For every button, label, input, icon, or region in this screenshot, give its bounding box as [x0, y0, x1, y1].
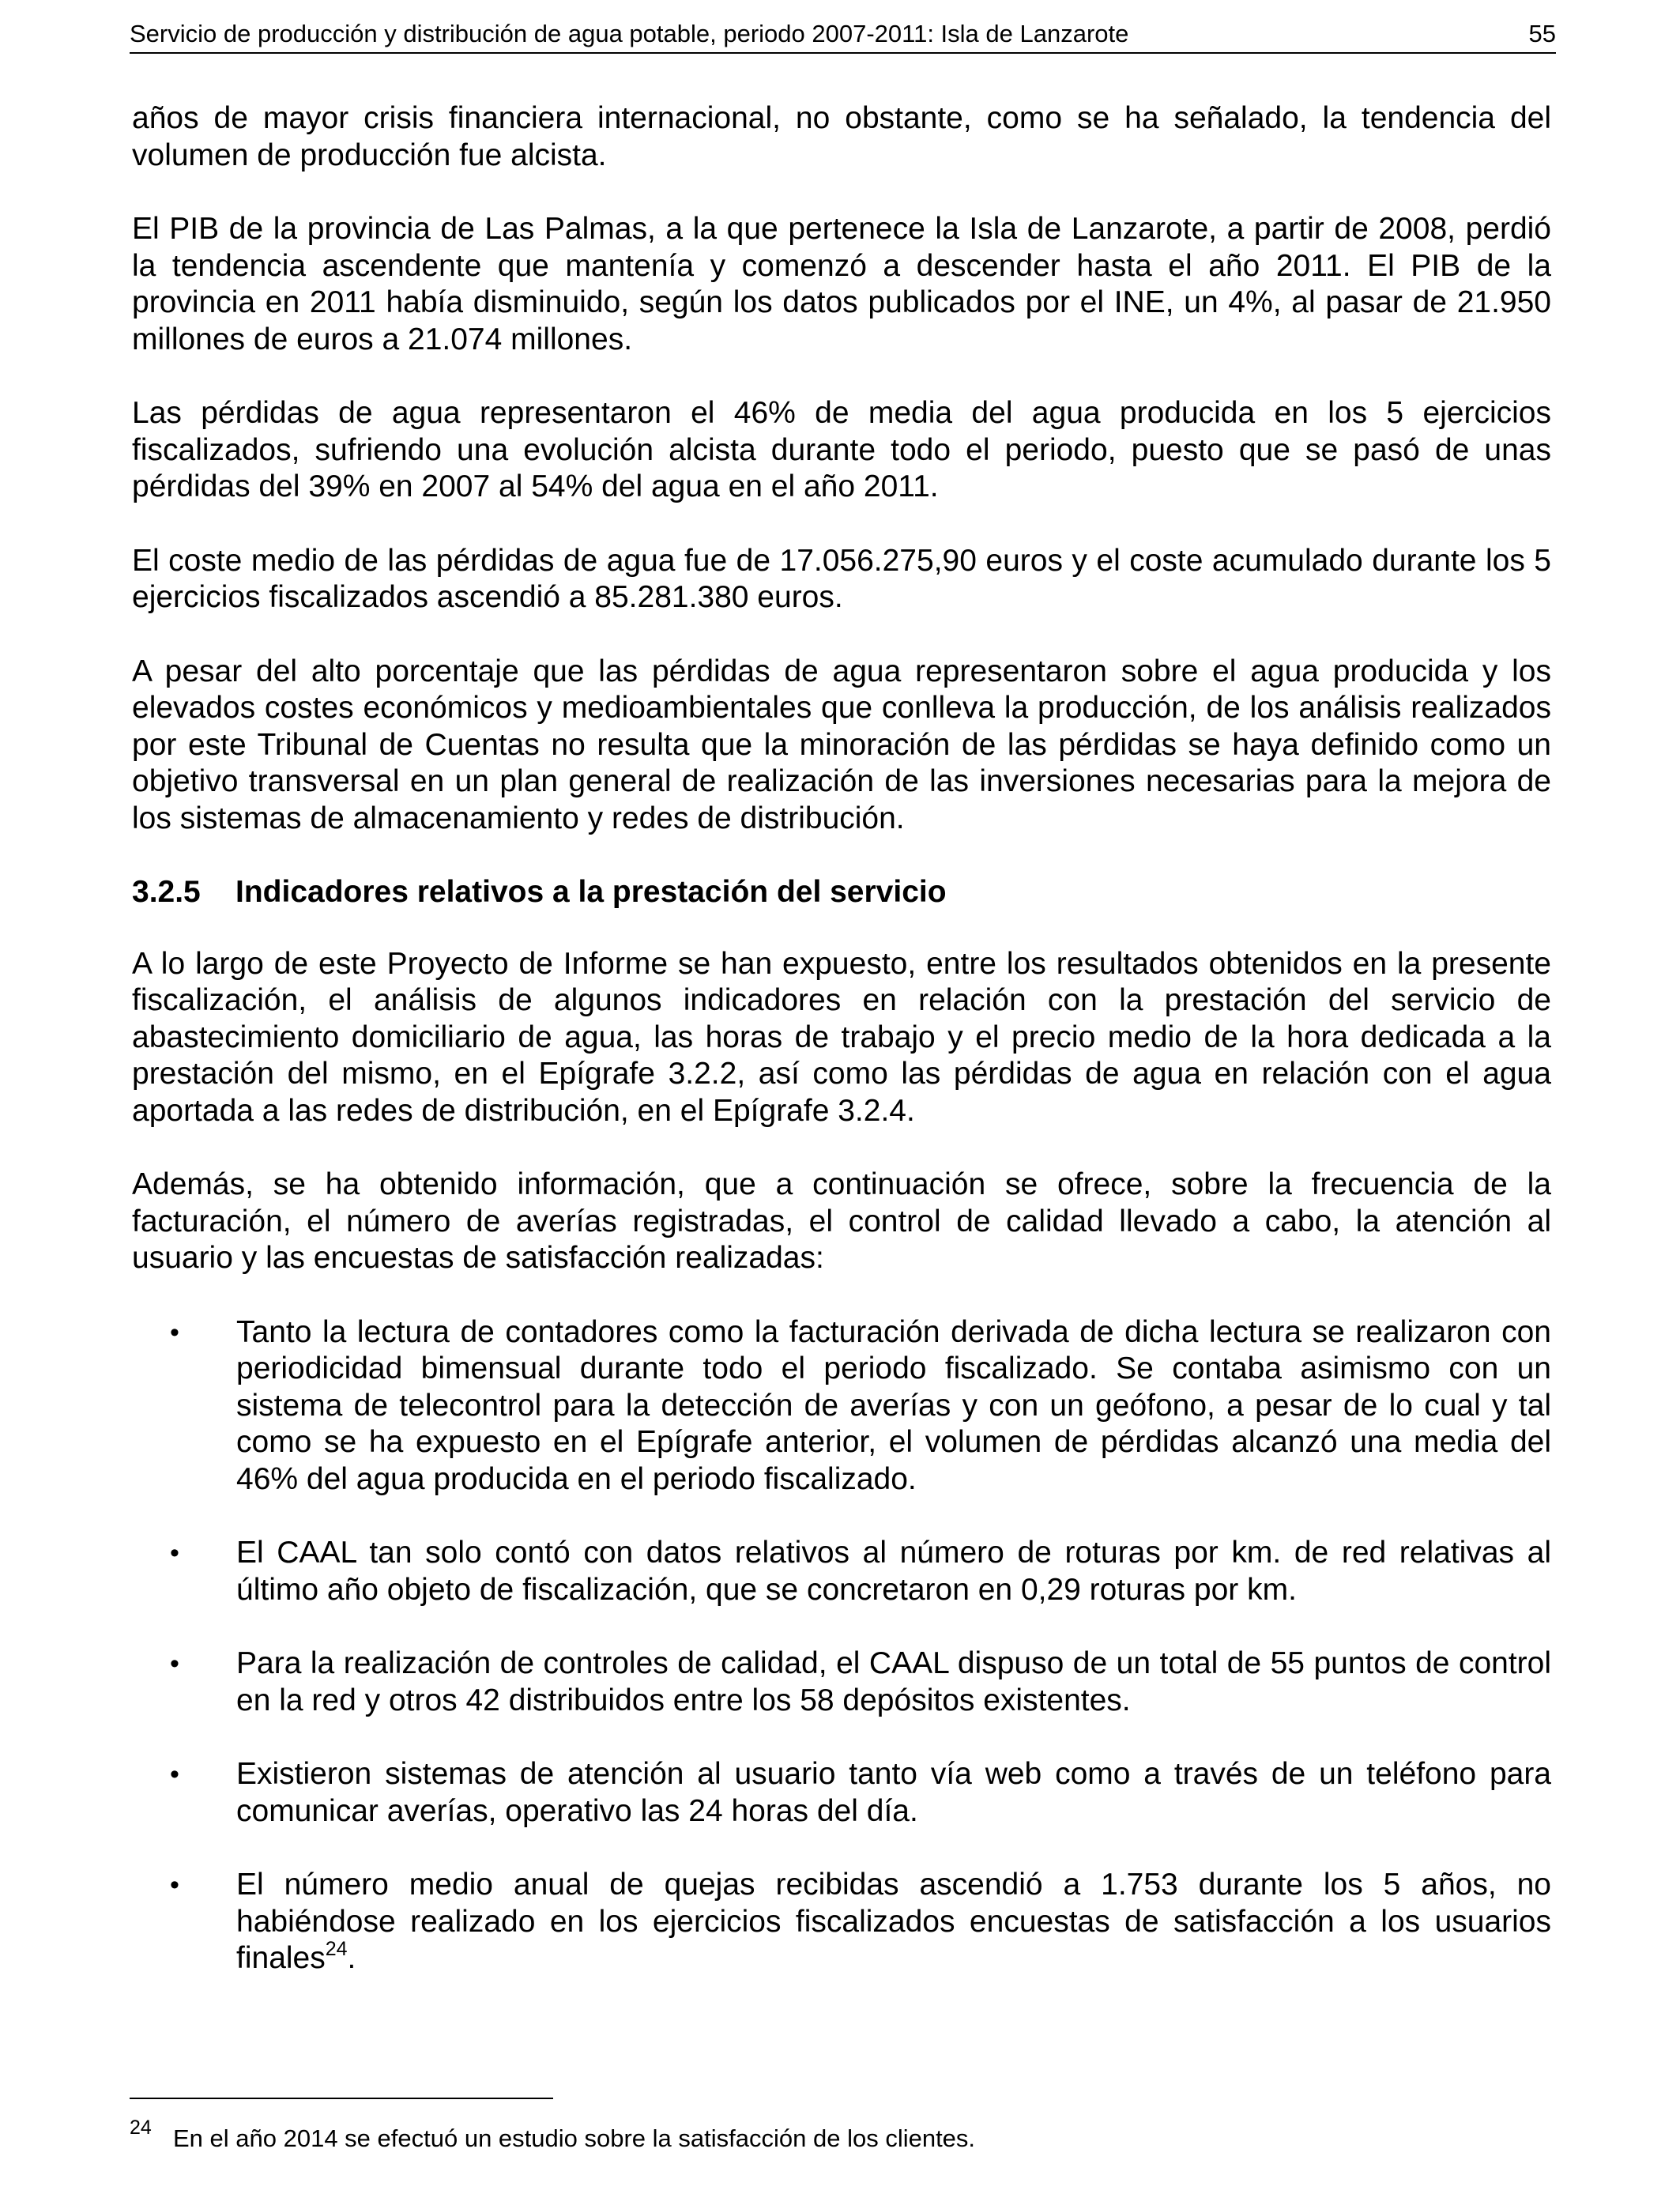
list-item [132, 1867, 1551, 1977]
bullet-list [132, 1314, 1551, 1977]
list-item-text: Existieron sistemas de atención al usuario tanto vía web como a través de un teléfono para comunicar averías, operativo las 24 horas del día. [236, 1757, 1551, 1828]
paragraph: A pesar del alto porcentaje que las pérdidas de agua representaron sobre el agua producida y los elevados costes económicos y medioambientales que conlleva la producción, de los análisis realizados por este Tribunal de Cuentas no resulta que la minoración de las pérdidas se haya definido como un objetivo transversal en un plan general de realización de las inversiones necesarias para la mejora de los sistemas de almacenamiento y redes de distribución. [132, 654, 1551, 835]
bullet-icon: • [170, 1538, 179, 1568]
section-number: 3.2.5 [132, 875, 201, 909]
section-title: Indicadores relativos a la prestación del servicio [235, 875, 947, 909]
footnote-text: En el año 2014 se efectuó un estudio sobre la satisfacción de los clientes. [173, 2124, 976, 2152]
footnote-divider [130, 2098, 553, 2099]
paragraph: Además, se ha obtenido información, que a continuación se ofrece, sobre la frecuencia de la facturación, el número de averías registradas, el control de calidad llevado a cabo, la atención al usuario y las encuestas de satisfacción realizadas: [132, 1167, 1551, 1275]
bullet-icon: • [170, 1759, 179, 1789]
sentence-end: . [347, 1941, 356, 1975]
footnote-reference[interactable]: 24 [325, 1938, 348, 1960]
list-item [132, 1646, 1551, 1719]
section-heading [132, 874, 1551, 911]
paragraph: A lo largo de este Proyecto de Informe se han expuesto, entre los resultados obtenidos en la presente fiscalización, el análisis de algunos indicadores en relación con la prestación del servicio de abastecimiento domiciliario de agua, las horas de trabajo y el precio medio de la hora dedicada a la prestación del mismo, en el Epígrafe 3.2.2, así como las pérdidas de agua en relación con el agua aportada a las redes de distribución, en el Epígrafe 3.2.4. [132, 946, 1551, 1128]
header-title: Servicio de producción y distribución de agua potable, periodo 2007-2011: Isla de Lanzarote [130, 20, 1129, 47]
paragraph: El PIB de la provincia de Las Palmas, a la que pertenece la Isla de Lanzarote, a partir de 2008, perdió la tendencia ascendente que mantenía y comenzó a descender hasta el año 2011. El PIB de la provincia en 2011 había disminuido, según los datos publicados por el INE, un 4%, al pasar de 21.950 millones de euros a 21.074 millones. [132, 212, 1551, 356]
list-item-text: Tanto la lectura de contadores como la facturación derivada de dicha lectura se realizaron con periodicidad bimensual durante todo el periodo fiscalizado. Se contaba asimismo con un sistema de telecontrol para la detección de averías y con un geófono, a pesar de lo cual y tal como se ha expuesto en el Epígrafe anterior, el volumen de pérdidas alcanzó una media del 46% del agua producida en el periodo fiscalizado. [236, 1314, 1551, 1496]
list-item [132, 1756, 1551, 1830]
bullet-icon: • [170, 1649, 179, 1679]
list-item-text: El número medio anual de quejas recibidas ascendió a 1.753 durante los 5 años, no habiéndose realizado en los ejercicios fiscalizados encuestas de satisfacción a los usuarios finales [236, 1868, 1551, 1975]
list-item-text: El CAAL tan solo contó con datos relativos al número de roturas por km. de red relativas al último año objeto de fiscalización, que se concretaron en 0,29 roturas por km. [236, 1536, 1551, 1607]
bullet-icon: • [170, 1317, 179, 1348]
list-item [132, 1314, 1551, 1498]
running-header [130, 17, 1556, 54]
paragraph: años de mayor crisis financiera internacional, no obstante, como se ha señalado, la tendencia del volumen de producción fue alcista. [132, 101, 1551, 172]
page-number: 55 [1528, 20, 1556, 47]
list-item [132, 1535, 1551, 1608]
list-item-text: Para la realización de controles de calidad, el CAAL dispuso de un total de 55 puntos de control en la red y otros 42 distribuidos entre los 58 depósitos existentes. [236, 1646, 1551, 1717]
body-text [132, 98, 1551, 2015]
bullet-icon: • [170, 1870, 179, 1900]
footnote-mark: 24 [130, 2117, 152, 2139]
paragraph: Las pérdidas de agua representaron el 46% de media del agua producida en los 5 ejercicios fiscalizados, sufriendo una evolución alcista durante todo el periodo, puesto que se pasó de unas pérdidas del 39% en 2007 al 54% del agua en el año 2011. [132, 396, 1551, 503]
paragraph: El coste medio de las pérdidas de agua fue de 17.056.275,90 euros y el coste acumulado durante los 5 ejercicios fiscalizados ascendió a 85.281.380 euros. [132, 543, 1551, 614]
